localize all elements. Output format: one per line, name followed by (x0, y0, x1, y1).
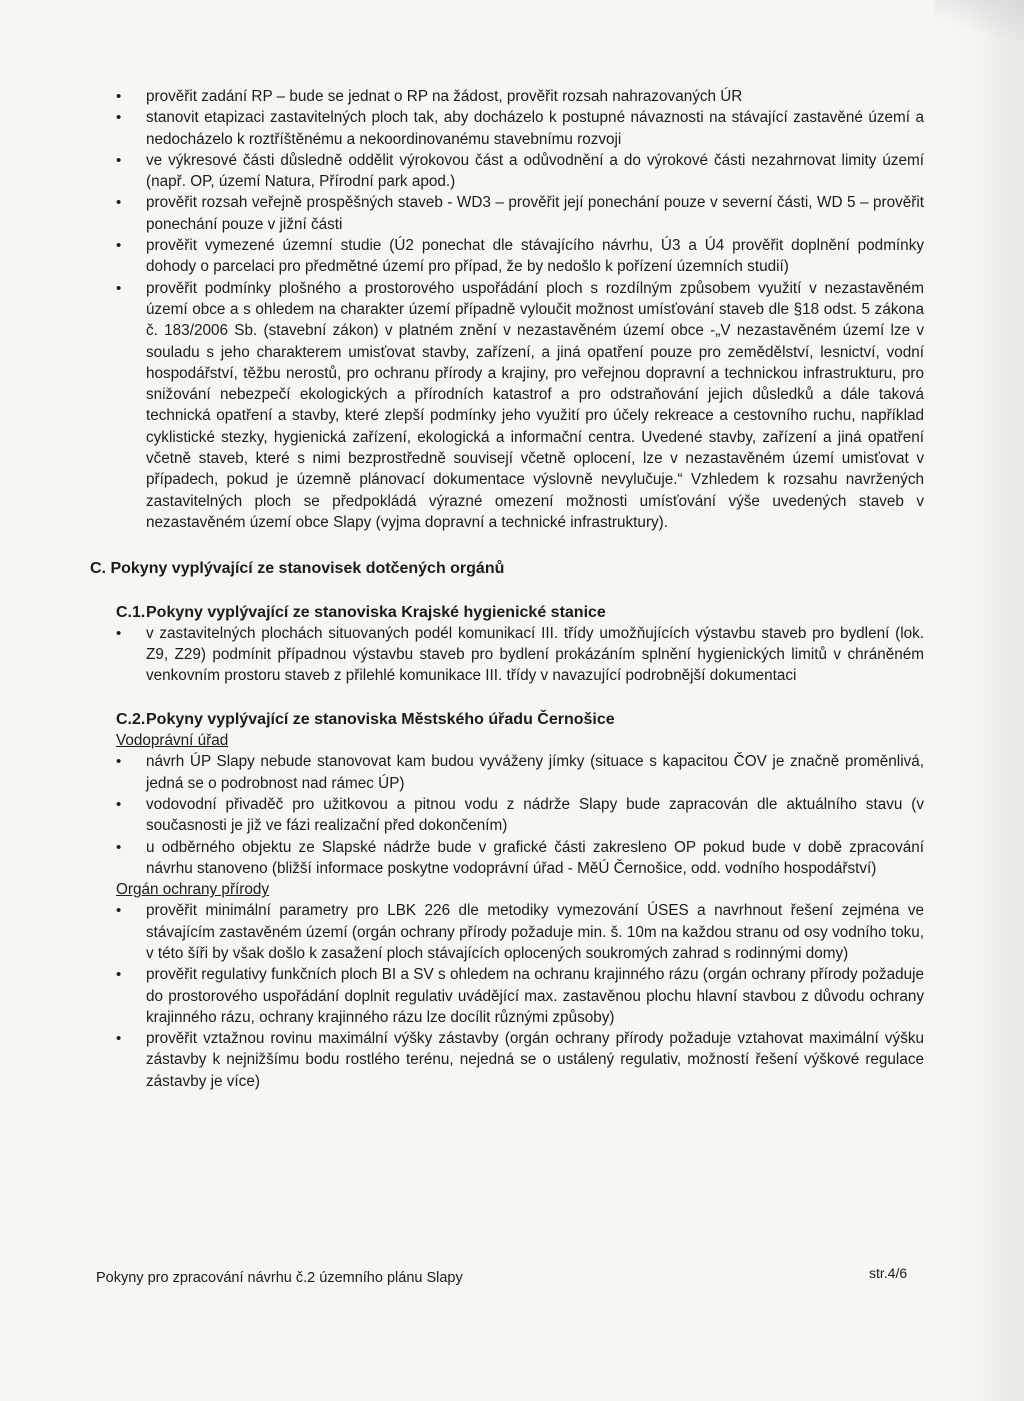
list-item: • prověřit regulativy funkčních ploch BI a SV s ohledem na ochranu krajinného rázu (orgán ochrany přírody požaduje do prostorového uspořádání doplnit regulativ uvádějící max. zastavěnou plochu hlavní stavbou z důvodu ochrany krajinného rázu, ochrany krajinného rázu lze docílit různými způsoby) (118, 964, 924, 1028)
c2-number: C.2. (116, 710, 146, 728)
document-body (90, 86, 924, 1092)
organ-ochrany-label: Orgán ochrany přírody (116, 881, 270, 899)
c1-number: C.1. (116, 603, 146, 621)
top-bullet-list (118, 86, 924, 533)
list-item: • prověřit minimální parametry pro LBK 226 dle metodiky vymezování ÚSES a navrhnout řešení zejména ve stávajícím zastavěném území (orgán ochrany přírody požaduje min. š. 10m na každou stranu od osy vodního toku, v této šíři by však došlo k zasažení ploch stávajících oplocených soukromých zahrad s rodinnými domy) (118, 900, 924, 964)
scan-shadow (964, 0, 1024, 1401)
list-item: • prověřit vztažnou rovinu maximální výšky zástavby (orgán ochrany přírody požaduje vztahovat maximální výšku zástavby k nejnižšímu bodu rostlého terénu, nejedná se o ustálený regulativ, možností řešení výškové regulace zástavby je více) (118, 1028, 924, 1092)
list-item: • v zastavitelných plochách situovaných podél komunikací III. třídy umožňujících výstavbu staveb pro bydlení (lok. Z9, Z29) podmínit případnou výstavbu staveb pro bydlení prokázáním splnění hygienických limitů v chráněném venkovním prostoru staveb z přilehlé komunikace III. třídy v navazující podrobnější dokumentaci (118, 623, 924, 687)
list-item: • stanovit etapizaci zastavitelných ploch tak, aby docházelo k postupné návaznosti na stávající zastavěné území a nedocházelo k roztříštěnému a nekoordinovanému stavebnímu rozvoji (118, 107, 924, 150)
c2-title: Pokyny vyplývající ze stanoviska Městského úřadu Černošice (146, 710, 615, 728)
c1-bullet-list (118, 623, 924, 687)
c1-title: Pokyny vyplývající ze stanoviska Krajské hygienické stanice (146, 603, 606, 621)
list-item: • prověřit zadání RP – bude se jednat o RP na žádost, prověřit rozsah nahrazovaných ÚR (118, 86, 924, 107)
c1-heading (116, 602, 924, 623)
list-item: • návrh ÚP Slapy nebude stanovovat kam budou vyváženy jímky (situace s kapacitou ČOV je značně proměnlivá, jedná se o podrobnost nad rámec ÚP) (118, 751, 924, 794)
list-item: • u odběrného objektu ze Slapské nádrže bude v grafické části zakresleno OP pokud bude v době zpracování návrhu stanoveno (bližší informace poskytne vodoprávní úřad - MěÚ Černošice, odd. vodního hospodářství) (118, 837, 924, 880)
section-c-heading: C. Pokyny vyplývající ze stanovisek dotčených orgánů (90, 560, 505, 578)
list-item: • prověřit podmínky plošného a prostorového uspořádání ploch s rozdílným způsobem využití v nezastavěném území obce a s ohledem na charakter území případně vyloučit možnost umísťování staveb dle §18 odst. 5 zákona č. 183/2006 Sb. (stavební zákon) v platném znění v nezastavěném území obce -„V nezastavěném území lze v souladu s jeho charakterem umisťovat stavby, zařízení, a jiná opatření pouze pro zemědělství, lesnictví, vodní hospodářství, těžbu nerostů, pro ochranu přírody a krajiny, pro veřejnou dopravní a technickou infrastrukturu, pro snižování nebezpečí ekologických a přírodních katastrof a pro odstraňování jejich důsledků a dále taková technická opatření a stavby, které zlepší podmínky jeho využití pro účely rekreace a cestovního ruchu, například cyklistické stezky, hygienická zařízení, ekologická a informační centra. Uvedené stavby, zařízení a jiná opatření včetně staveb, které s nimi bezprostředně souvisejí včetně oplocení, lze v nezastavěném území umisťovat v případech, pokud je územně plánovací dokumentace výslovně nevylučuje.“ Vzhledem k rozsahu navržených zastavitelných ploch se předpokládá výrazné omezení možnosti umísťování výše uvedených staveb v nezastavěném území obce Slapy (vyjma dopravní a technické infrastruktury). (118, 278, 924, 534)
ochrana-bullet-list (118, 900, 924, 1092)
list-item: • ve výkresové části důsledně oddělit výrokovou část a odůvodnění a do výrokové části nezahrnovat limity území (např. OP, území Natura, Přírodní park apod.) (118, 150, 924, 193)
footer-title: Pokyny pro zpracování návrhu č.2 územního plánu Slapy (96, 1270, 463, 1286)
list-item: • prověřit vymezené územní studie (Ú2 ponechat dle stávajícího návrhu, Ú3 a Ú4 prověřit doplnění podmínky dohody o parcelaci pro předmětné území pro případ, že by nedošlo k pořízení územních studií) (118, 235, 924, 278)
list-item: • vodovodní přivaděč pro užitkovou a pitnou vodu z nádrže Slapy bude zapracován dle aktuálního stavu (v současnosti je již ve fázi realizační před dokončením) (118, 794, 924, 837)
list-item: • prověřit rozsah veřejně prospěšných staveb - WD3 – prověřit její ponechání pouze v severní části, WD 5 – prověřit ponechání pouze v jižní části (118, 192, 924, 235)
scan-corner (934, 0, 1024, 40)
page-number: str.4/6 (869, 1265, 908, 1281)
c2-heading (116, 709, 924, 730)
vodo-bullet-list (118, 751, 924, 879)
vodopravni-urad-label: Vodoprávní úřad (116, 732, 229, 750)
